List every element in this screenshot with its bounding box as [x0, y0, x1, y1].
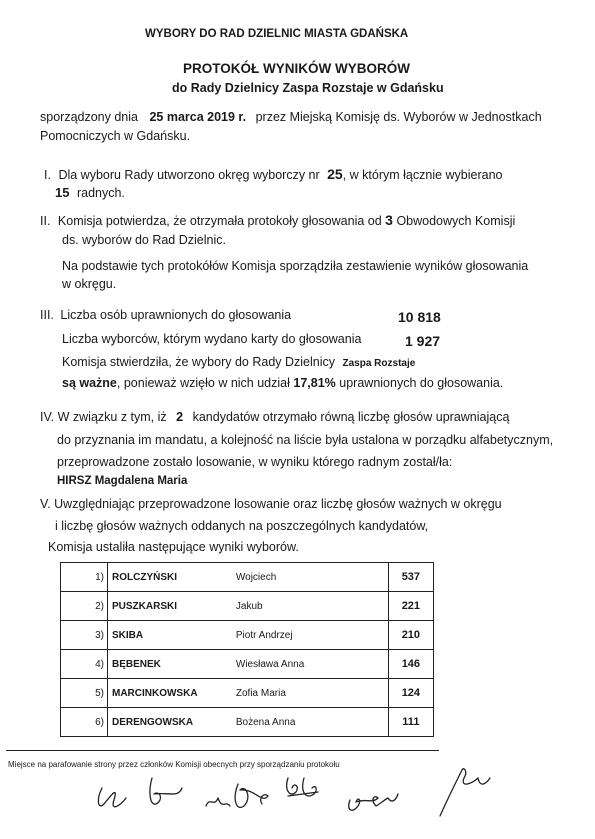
signature-6	[349, 794, 398, 810]
row-spacer	[359, 563, 389, 592]
validity-statement: są ważne	[62, 376, 117, 390]
section-3-text-b: , ponieważ wzięło w nich udział	[116, 376, 290, 390]
candidate-first-names: Bożena Anna	[236, 708, 359, 737]
election-header: WYBORY DO RAD DZIELNIC MIASTA GDAŃSKA	[145, 28, 409, 40]
candidate-votes: 124	[388, 679, 433, 708]
table-row	[61, 621, 434, 650]
page-subtitle: do Rady Dzielnicy Zaspa Rozstaje w Gdańsku	[172, 81, 444, 95]
candidate-first-names: Wiesława Anna	[236, 650, 359, 679]
section-4-number: IV.	[40, 410, 55, 424]
section-3-text-c: uprawnionych do głosowania.	[339, 376, 504, 390]
signature-4	[235, 784, 268, 807]
protocol-date: 25 marca 2019 r.	[149, 110, 247, 124]
intro-line-1-rest: przez Miejską Komisję ds. Wyborów w Jednostkach	[255, 110, 542, 124]
candidate-votes: 537	[388, 563, 433, 592]
drawn-winner: HIRSZ Magdalena Maria	[57, 475, 188, 487]
candidate-number: 4)	[61, 650, 108, 679]
candidate-first-names: Jakub	[236, 592, 359, 621]
candidate-number: 1)	[61, 563, 108, 592]
table-row	[61, 563, 434, 592]
candidate-number: 5)	[61, 679, 108, 708]
candidate-surname: PUSZKARSKI	[108, 592, 236, 621]
section-1-text-b: , w którym łącznie wybierano	[342, 168, 503, 182]
commissions-count: 3	[385, 212, 393, 228]
section-3-line-3	[62, 355, 415, 369]
section-2-text-b: Obwodowych Komisji	[396, 214, 516, 228]
candidate-surname: SKIBA	[108, 621, 236, 650]
initials-caption: Miejsce na parafowanie strony przez członków Komisji obecnych przy sporządzaniu protokołu	[8, 760, 340, 769]
section-5-line-3: Komisja ustaliła następujące wyniki wyborów.	[48, 540, 299, 554]
section-2-number: II.	[40, 214, 51, 228]
candidate-number: 6)	[61, 708, 108, 737]
section-3-line-1	[40, 308, 291, 322]
signature-1	[98, 788, 126, 807]
table-row	[61, 592, 434, 621]
candidate-surname: ROLCZYŃSKI	[108, 563, 236, 592]
row-spacer	[359, 592, 389, 621]
turnout-value: 17,81%	[293, 376, 336, 390]
intro-line-2: Pomocniczych w Gdańsku.	[40, 129, 191, 143]
results-table-body	[61, 563, 434, 737]
district-name: Zaspa Rozstaje	[342, 358, 416, 369]
intro-line-1	[40, 110, 542, 124]
candidate-surname: DERENGOWSKA	[108, 708, 236, 737]
section-1-line-2	[55, 185, 125, 200]
commission-initials-signatures	[0, 748, 595, 839]
seats-count: 15	[55, 185, 70, 200]
row-spacer	[359, 679, 389, 708]
section-5-number: V.	[40, 497, 51, 511]
candidate-surname: MARCINKOWSKA	[108, 679, 236, 708]
section-4-text-a: W związku z tym, iż	[57, 410, 167, 424]
section-2-line-3: Na podstawie tych protokółów Komisja sporządziła zestawienie wyników głosowania	[62, 259, 529, 273]
table-row	[61, 679, 434, 708]
section-2-line-1	[40, 212, 515, 228]
candidate-votes: 210	[388, 621, 433, 650]
candidate-surname: BĘBENEK	[108, 650, 236, 679]
candidate-number: 3)	[61, 621, 108, 650]
section-2-text-a: Komisja potwierdza, że otrzymała protokoły głosowania od	[57, 214, 382, 228]
signature-5	[287, 778, 318, 796]
district-number: 25	[327, 166, 343, 182]
eligible-label: Liczba osób uprawnionych do głosowania	[60, 308, 292, 322]
candidate-first-names: Wojciech	[236, 563, 359, 592]
section-4-line-3: przeprowadzone zostało losowanie, w wyniku którego radnym został/ła:	[57, 455, 453, 469]
section-5-line-1	[40, 497, 502, 511]
signature-2	[150, 778, 182, 804]
intro-prefix: sporządzony dnia	[40, 110, 138, 124]
eligible-value: 10 818	[398, 309, 441, 325]
section-1-text-c: radnych.	[76, 186, 125, 200]
section-3-line-4	[62, 376, 503, 390]
section-1-line-1	[44, 166, 503, 182]
table-row	[61, 650, 434, 679]
tied-candidates-count: 2	[176, 410, 184, 424]
section-3-number: III.	[40, 308, 54, 322]
row-spacer	[359, 650, 389, 679]
section-4-text-b: kandydatów otrzymało równą liczbę głosów uprawniającą	[192, 410, 510, 424]
issued-value: 1 927	[405, 333, 441, 349]
results-table	[60, 562, 434, 737]
signature-3	[206, 798, 230, 806]
section-4-line-1	[40, 410, 509, 424]
signature-7	[440, 769, 490, 816]
section-5-text-a: Uwzględniając przeprowadzone losowanie oraz liczbę głosów ważnych w okręgu	[54, 497, 502, 511]
candidate-first-names: Piotr Andrzej	[236, 621, 359, 650]
page-title: PROTOKÓŁ WYNIKÓW WYBORÓW	[183, 61, 410, 76]
issued-label: Liczba wyborców, którym wydano karty do głosowania	[62, 332, 362, 346]
section-1-number: I.	[44, 168, 51, 182]
row-spacer	[359, 621, 389, 650]
section-3-text-a: Komisja stwierdziła, że wybory do Rady Dzielnicy	[62, 355, 336, 369]
section-2-line-4: w okręgu.	[62, 277, 117, 291]
candidate-votes: 111	[388, 708, 433, 737]
section-1-text-a: Dla wyboru Rady utworzono okręg wyborczy nr	[58, 168, 320, 182]
candidate-votes: 221	[388, 592, 433, 621]
row-spacer	[359, 708, 389, 737]
candidate-first-names: Zofia Maria	[236, 679, 359, 708]
table-row	[61, 708, 434, 737]
section-4-line-2: do przyznania im mandatu, a kolejność na liście była ustalona w porządku alfabetycznym,	[57, 433, 554, 447]
candidate-votes: 146	[388, 650, 433, 679]
section-5-line-2: i liczbę głosów ważnych oddanych na poszczególnych kandydatów,	[55, 519, 429, 533]
candidate-number: 2)	[61, 592, 108, 621]
section-2-line-2: ds. wyborów do Rad Dzielnic.	[62, 233, 226, 247]
